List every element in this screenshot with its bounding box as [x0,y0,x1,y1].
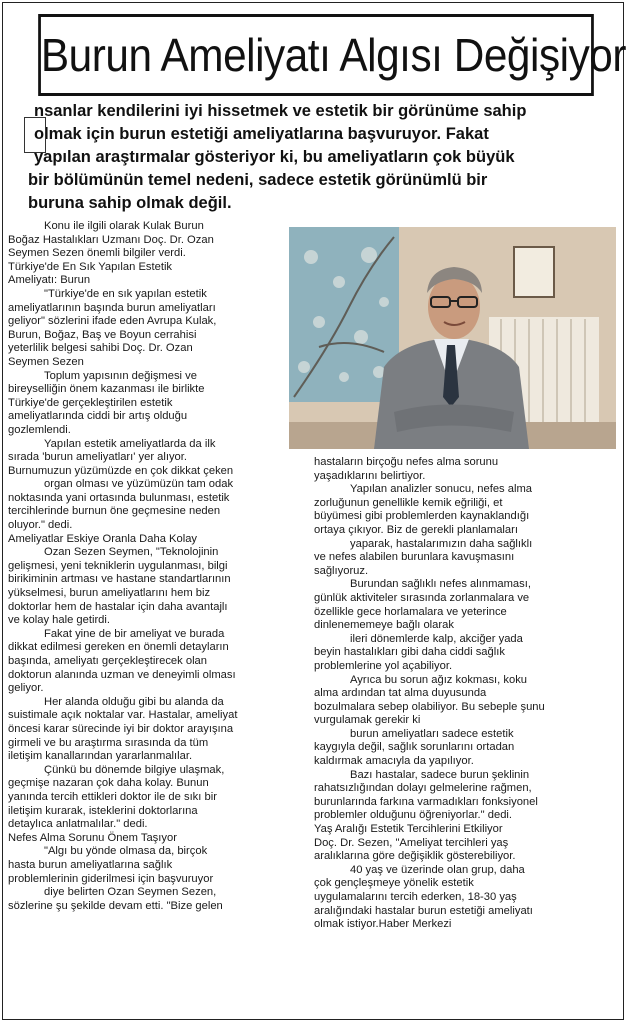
body-line: ameliyatlarında ciddi bir artış olduğu [8,410,188,423]
body-line: Toplum yapısının değişmesi ve [44,369,197,382]
body-line: ileri dönemlerde kalp, akciğer yada [350,632,523,645]
body-line: Seymen Sezen [8,355,84,368]
subheading: Ameliyatlar Eskiye Oranla Daha Kolay [8,532,198,545]
body-line: rahatsızlığından dolayı gelmelerine rağmen, [314,782,532,795]
lead-paragraph [28,100,608,215]
drop-cap-box [24,117,46,153]
body-line: dinlenememeye bağlı olarak [314,619,454,632]
body-line: vurgulamak gerekir ki [314,714,421,727]
body-line: sözlerine şu şekilde devam etti. "Bize gelen [8,899,223,912]
body-line: bozulmalara sebep olabiliyor. Bu sebeple şunu [314,700,545,713]
body-line: kaygıyla değil, sağlık sorunlarını ortadan [314,741,515,754]
article-column-left [8,220,300,913]
body-line: Fakat yine de bir ameliyat ve burada [44,627,225,640]
body-line: yaşadıklarını belirtiyor. [314,469,426,482]
body-line: günlük aktiviteler sırasında zorlanmalara ve [314,591,530,604]
body-line: problemlerinin giderilmesi için başvuruyor [8,872,214,885]
body-line: diye belirten Ozan Seymen Sezen, [44,886,217,899]
body-line: bireyselliğin önem kazanması ile birlikte [8,383,205,396]
body-line: kaldırmak amacıyla da yapılıyor. [314,755,474,768]
body-line: iletişim kurarak, isteklerini doktorlarına [8,804,198,817]
lead-line: nsanlar kendilerini iyi hissetmek ve estetik bir görünüme sahip [34,102,527,120]
body-line: sırada 'burun ameliyatları' yer alıyor. [8,451,187,464]
body-line: Konu ile ilgili olarak Kulak Burun [44,220,204,232]
body-line: aralığındaki hastalar burun estetiği ameliyatı [314,904,533,917]
body-line: geliyor" sözlerini ifade eden Avrupa Kulak, [8,315,217,328]
body-line: çok gençleşmeye yönelik estetik [314,877,474,890]
body-line: yükselmesi, burun ameliyatlarını hem biz [8,587,211,600]
body-line: uygulamalarını tercih ederken, 18-30 yaş [314,891,517,903]
body-line: burunlarında farkına varmadıkları fonksiyonel [314,795,538,808]
lead-line: yapılan araştırmalar gösteriyor ki, bu ameliyatların çok büyük [34,148,515,166]
body-line: problemlerine yol açabiliyor. [314,659,453,672]
subheading: Türkiye'de En Sık Yapılan Estetik [8,260,173,273]
body-line: Seymen Sezen önemli bilgiler verdi. [8,247,186,260]
body-line: burun ameliyatları sadece estetik [350,727,514,740]
subheading: Yaş Aralığı Estetik Tercihlerini Etkiliyor [314,823,503,836]
body-line: doktorun alanında uzman ve deneyimli olması [8,668,236,681]
body-line: ve nefes alabilen burunlara kavuşmasını [314,551,515,564]
body-line: gozlemlendi. [8,423,71,436]
body-line: başında, ameliyatı gerçekleştirecek olan [8,655,207,667]
body-line: doktorlar hem de hastalar için daha avantajlı [8,600,228,613]
body-line: ameliyatlarının başında burun ameliyatları [8,301,216,314]
body-line: Türkiye'de gerçekleştirilen estetik [8,396,173,409]
body-line: problemler olduğunu öğreniyorlar." dedi. [314,809,513,822]
body-line: suistimale açık noktalar var. Hastalar, ameliyat [8,709,238,722]
article-column-right [314,456,614,932]
body-line: sağlıyoruz. [314,564,369,577]
body-line: beyin hastalıkları gibi daha ciddi sağlık [314,646,505,659]
body-line: Yapılan estetik ameliyatlarda da ilk [44,437,216,450]
body-line: iletişim kanallarından yararlanmalılar. [8,750,193,763]
body-line: hasta burun ameliyatlarına sağlık [8,858,173,871]
body-line: hastaların birçoğu nefes alma sorunu [314,456,499,468]
body-line: detaylıca anlatmalılar." dedi. [8,818,148,831]
body-line: Yapılan analizler sonucu, nefes alma [350,483,533,496]
body-line: "Türkiye'de en sık yapılan estetik [44,287,207,300]
body-line: Bazı hastalar, sadece burun şeklinin [350,768,530,781]
body-line: zorluğunun genellikle kemik eğriliği, et [314,496,503,509]
body-line: Çünkü bu dönemde bilgiye ulaşmak, [44,763,225,776]
body-line: büyümesi gibi problemlerden kaynaklandığı [314,510,530,523]
body-line: aralıklarına göre değişiklik gösterebiliyor. [314,850,516,863]
body-line: dikkat edilmesi gereken en önemli detayların [8,641,229,654]
subheading: Ameliyatı: Burun [8,274,91,287]
body-line: 40 yaş ve üzerinde olan grup, daha [350,863,525,876]
body-line: Burnumuzun yüzümüzde en çok dikkat çeken [8,464,234,477]
doctor-portrait-illustration [289,227,616,449]
body-line: organ olması ve yüzümüzün tam odak [44,478,234,491]
body-line: yanında tercih ettikleri doktor ile de sıkı bir [8,790,217,803]
body-line: ortaya çıkıyor. Biz de gerekli planlamaları [314,523,518,536]
body-line: "Algı bu yönde olmasa da, birçok [44,845,208,858]
lead-line: buruna sahip olmak değil. [28,194,232,212]
body-line: noktasında yani ortasında bulunması, estetik [8,491,230,504]
subheading: Nefes Alma Sorunu Önem Taşıyor [8,831,177,844]
body-line: tercihlerinde burnun öne geçmesine neden [8,505,221,518]
body-line: özellikle gece horlamalara ve yeterince [314,605,507,618]
body-line: Burundan sağlıklı nefes alınmaması, [350,578,531,591]
body-line: Doç. Dr. Sezen, "Ameliyat tercihleri yaş [314,836,509,849]
body-line: yeterlilik belgesi sahibi Doç. Dr. Ozan [8,342,193,355]
body-line: birikiminin artması ve hastane standartlarının [8,573,231,586]
body-line: Her alanda olduğu gibi bu alanda da [44,695,224,708]
lead-line: olmak için burun estetiği ameliyatlarına başvuruyor. Fakat [34,125,489,143]
lead-line: bir bölümünün temel nedeni, sadece estetik görünümlü bir [28,171,488,189]
body-line: geliyor. [8,682,44,695]
wall-frame [514,247,554,297]
body-line: alma ardından tat alma duyusunda [314,687,487,700]
body-line: olmak istiyor.Haber Merkezi [314,918,452,931]
body-line: girmeli ve bu araştırma sırasında da tüm [8,736,209,749]
doctor-photo [289,227,616,449]
body-line: öncesi karar sürecinde iyi bir doktor arayışına [8,722,234,735]
body-line: Ayrıca bu sorun ağız kokması, koku [350,673,528,686]
body-line: Ozan Sezen Seymen, "Teknolojinin [44,546,219,559]
body-line: Burun, Boğaz, Baş ve Boyun cerrahisi [8,328,197,341]
body-line: yaparak, hastalarımızın daha sağlıklı [350,537,533,550]
headline: Burun Ameliyatı Algısı Değişiyor [38,14,594,96]
body-line: gelişmesi, yeni tekniklerin uygulanması, bilgi [8,559,228,572]
body-line: ve kolay hale getirdi. [8,614,110,627]
body-line: Boğaz Hastalıkları Uzmanı Doç. Dr. Ozan [8,233,214,246]
body-line: geçmişe nazaran çok daha kolay. Bunun [8,777,209,790]
body-line: oluyor." dedi. [8,519,73,532]
